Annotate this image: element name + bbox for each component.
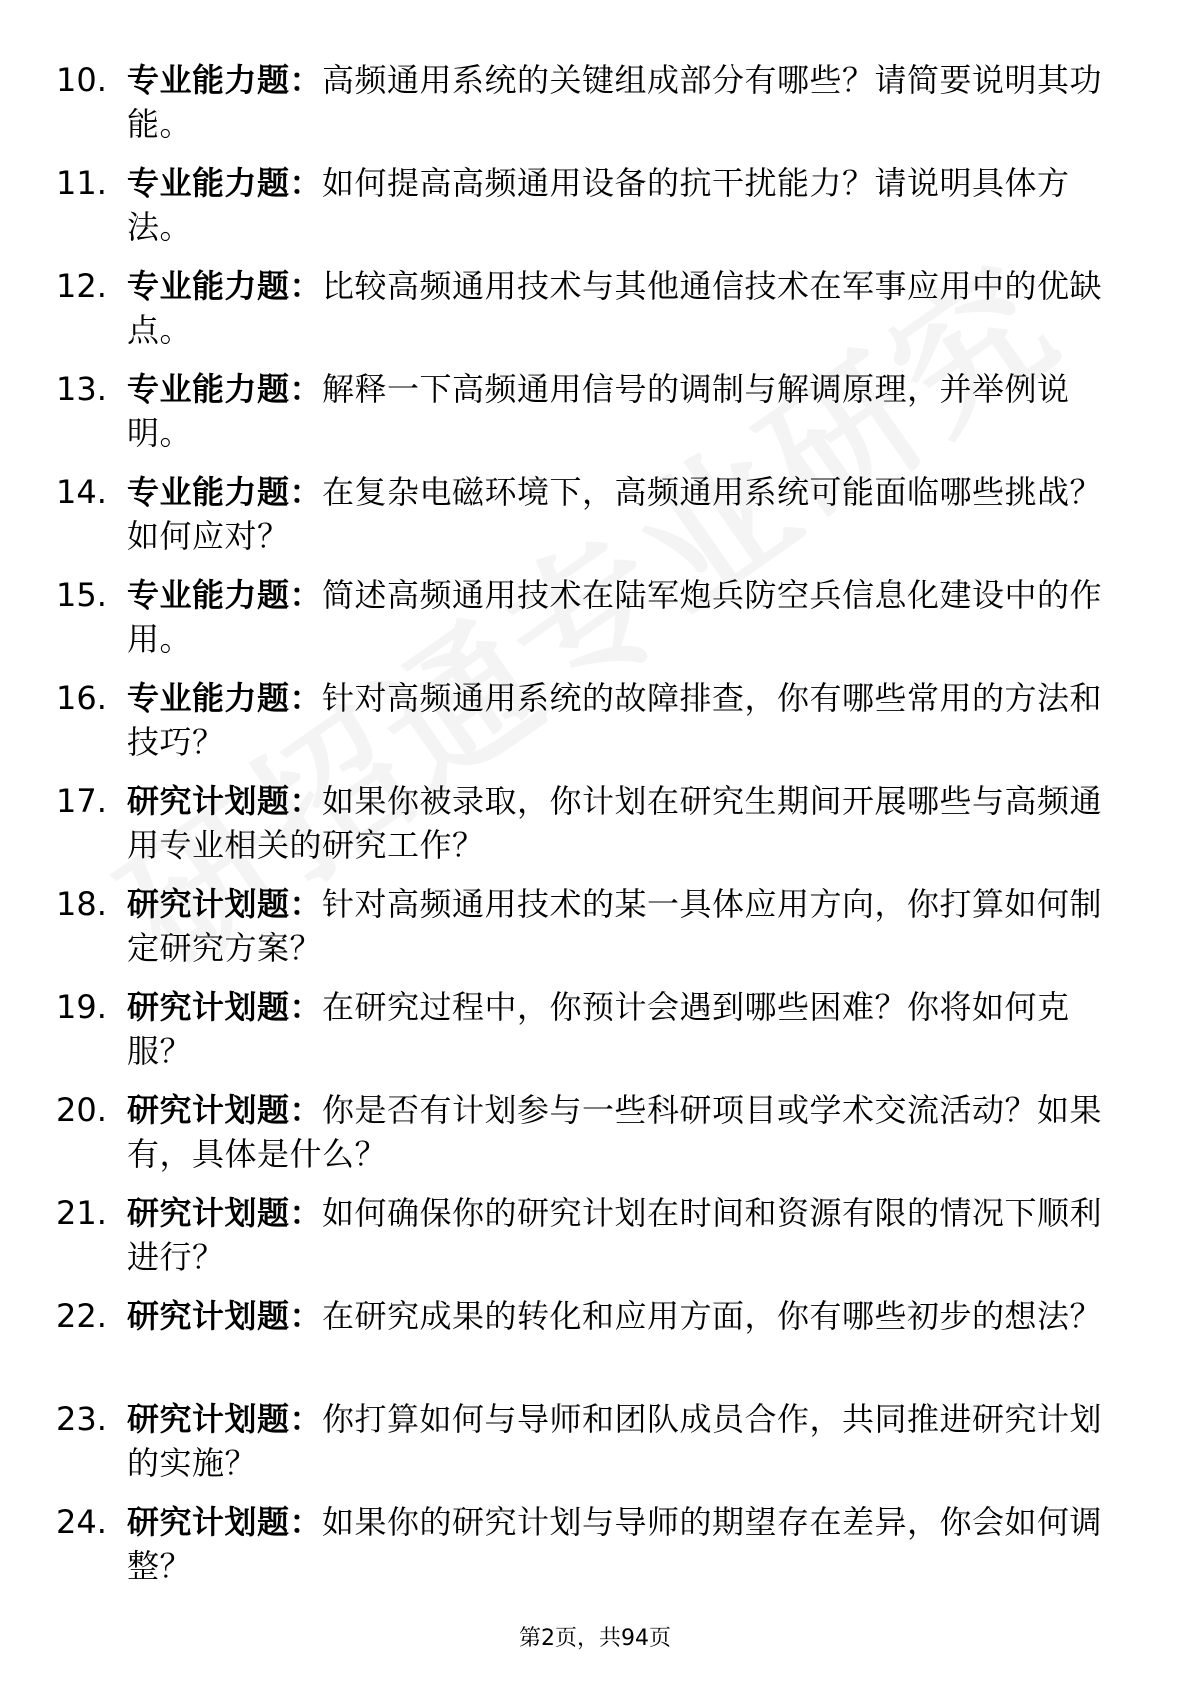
question-number: 22. [56, 1297, 107, 1335]
question-item [0, 977, 1190, 1080]
question-text [127, 58, 1107, 146]
question-body: 解释一下高频通用信号的调制与解调原理，并举例说明。 [127, 370, 1070, 452]
question-category: 研究计划题： [127, 1503, 323, 1541]
question-text [127, 985, 1107, 1073]
question-text [127, 367, 1107, 455]
question-body: 如何确保你的研究计划在时间和资源有限的情况下顺利进行？ [127, 1194, 1103, 1276]
question-text [127, 1500, 1107, 1588]
question-category: 研究计划题： [127, 782, 323, 820]
question-body: 如果你的研究计划与导师的期望存在差异，你会如何调整？ [127, 1503, 1103, 1585]
question-item [0, 1183, 1190, 1286]
question-item [0, 1492, 1190, 1595]
question-body: 在研究过程中，你预计会遇到哪些困难？你将如何克服？ [127, 988, 1070, 1070]
question-text [127, 470, 1107, 558]
question-item [0, 1080, 1190, 1183]
question-category: 专业能力题： [127, 164, 323, 202]
question-body: 你打算如何与导师和团队成员合作，共同推进研究计划的实施？ [127, 1400, 1103, 1482]
question-text [127, 573, 1107, 661]
question-number: 20. [56, 1091, 107, 1129]
question-number: 18. [56, 885, 107, 923]
question-number: 11. [56, 164, 107, 202]
question-body: 针对高频通用技术的某一具体应用方向，你打算如何制定研究方案？ [127, 885, 1103, 967]
question-body: 高频通用系统的关键组成部分有哪些？请简要说明其功能。 [127, 61, 1103, 143]
question-number: 10. [56, 61, 107, 99]
question-body: 你是否有计划参与一些科研项目或学术交流活动？如果有，具体是什么？ [127, 1091, 1103, 1173]
question-body: 如何提高高频通用设备的抗干扰能力？请说明具体方法。 [127, 164, 1070, 246]
question-category: 专业能力题： [127, 267, 323, 305]
question-category: 专业能力题： [127, 473, 323, 511]
question-text [127, 779, 1107, 867]
question-item [0, 1389, 1190, 1492]
question-number: 19. [56, 988, 107, 1026]
question-body: 在研究成果的转化和应用方面，你有哪些初步的想法？ [322, 1297, 1103, 1335]
question-number: 15. [56, 576, 107, 614]
question-text [127, 882, 1107, 970]
question-body: 针对高频通用系统的故障排查，你有哪些常用的方法和技巧？ [127, 679, 1103, 761]
question-text [127, 264, 1107, 352]
question-item [0, 50, 1190, 153]
question-category: 专业能力题： [127, 576, 323, 614]
question-body: 如果你被录取，你计划在研究生期间开展哪些与高频通用专业相关的研究工作？ [127, 782, 1103, 864]
question-text [127, 1397, 1107, 1485]
question-number: 23. [56, 1400, 107, 1438]
page-footer: 第2页，共94页 [519, 1626, 671, 1651]
question-category: 专业能力题： [127, 61, 323, 99]
question-category: 研究计划题： [127, 1400, 323, 1438]
question-item [0, 874, 1190, 977]
question-number: 21. [56, 1194, 107, 1232]
question-category: 专业能力题： [127, 679, 323, 717]
question-text [127, 676, 1107, 764]
question-list [0, 50, 1190, 1595]
question-number: 17. [56, 782, 107, 820]
question-body: 比较高频通用技术与其他通信技术在军事应用中的优缺点。 [127, 267, 1103, 349]
question-item [0, 359, 1190, 462]
question-number: 12. [56, 267, 107, 305]
question-item [0, 1286, 1190, 1389]
question-category: 研究计划题： [127, 988, 323, 1026]
question-text [127, 1191, 1107, 1279]
question-category: 专业能力题： [127, 370, 323, 408]
question-number: 24. [56, 1503, 107, 1541]
question-category: 研究计划题： [127, 1091, 323, 1129]
question-number: 13. [56, 370, 107, 408]
question-item [0, 256, 1190, 359]
question-category: 研究计划题： [127, 1297, 323, 1335]
question-category: 研究计划题： [127, 1194, 323, 1232]
question-item [0, 153, 1190, 256]
question-number: 16. [56, 679, 107, 717]
question-item [0, 668, 1190, 771]
question-body: 在复杂电磁环境下，高频通用系统可能面临哪些挑战？如何应对？ [127, 473, 1103, 555]
question-body: 简述高频通用技术在陆军炮兵防空兵信息化建设中的作用。 [127, 576, 1103, 658]
question-category: 研究计划题： [127, 885, 323, 923]
question-text [127, 1294, 1107, 1338]
question-number: 14. [56, 473, 107, 511]
question-item [0, 771, 1190, 874]
question-text [127, 1088, 1107, 1176]
question-item [0, 462, 1190, 565]
question-item [0, 565, 1190, 668]
question-text [127, 161, 1107, 249]
